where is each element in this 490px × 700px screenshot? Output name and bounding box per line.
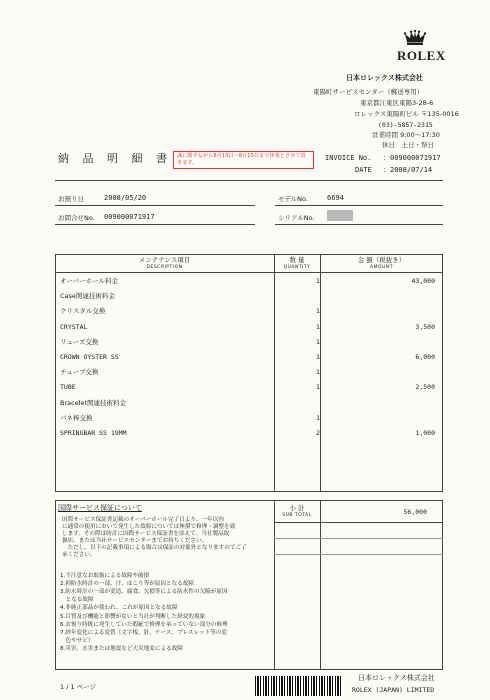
field-underline	[275, 205, 443, 206]
serial-redaction	[327, 210, 353, 221]
col-header-description: メンテナンス項目	[138, 256, 191, 264]
row-amount: 1,000	[415, 428, 435, 437]
row-amount: 2,500	[415, 383, 435, 392]
table-row	[55, 427, 443, 442]
footer-company-jp: 日本ロレックス株式会社	[358, 674, 435, 682]
field-underline	[55, 224, 255, 225]
warranty-line: ただし、以下の記載事項による場合は保証の対象外となりますのでご了	[62, 544, 247, 551]
warranty-line: します。その際は時計に国際サービス保証書を添えて、当社製品取	[62, 530, 230, 537]
exclusion-item: 8.災害、水害または地震など天災地変による故障	[60, 645, 183, 652]
service-center: 東陽町サービスセンター（郵送専用）	[313, 88, 424, 96]
received-date-value: 2008/05/20	[104, 194, 147, 202]
col-header-quantity: 数 量	[289, 256, 305, 264]
address-line-1: 東京都江東区東陽3-28-6	[360, 99, 434, 107]
serial-label: シリアルNo.	[278, 214, 315, 222]
row-quantity: 1	[316, 277, 321, 285]
document-title: 納 品 明 細 書	[58, 152, 172, 165]
exclusion-item: 5.目質及び機能と影響がないと当社が判断した経変的現象	[60, 613, 206, 620]
invoice-number: ：009000071917	[383, 154, 441, 162]
row-description: Case関連技術料金	[60, 292, 115, 301]
holiday-notice: 誠に勝手ながら8月13日～8月15日まで休業とさせて頂きます。	[173, 151, 314, 169]
exclusion-item: 6.お預り時既に発生していた瑕疵で修理を承っていない部分の修理	[60, 621, 228, 628]
barcode	[255, 676, 341, 696]
warranty-title: 国際サービス保証について	[58, 504, 142, 512]
row-amount: 3,500	[415, 322, 435, 331]
row-quantity: 1	[316, 368, 321, 377]
subtotal-label-sub: SUB TOTAL	[282, 513, 312, 518]
warranty-exclusions	[60, 572, 272, 653]
row-description: SPRINGBAR SS 19MM	[60, 428, 127, 437]
business-hours: 営業時間 9:00～17:30	[372, 131, 440, 139]
received-date-label: お預り日	[58, 195, 84, 203]
empty-row-line	[274, 554, 443, 555]
warranty-body	[62, 517, 270, 559]
exclusion-item: 7.経年変化による変質（文字板、針、ケース、ブレスレット等の変	[60, 629, 227, 636]
warranty-line: 国際サービス保証書記載のオーバーホール完了日より、一年以内	[62, 517, 224, 523]
row-quantity: 1	[316, 383, 321, 392]
field-underline	[55, 205, 255, 206]
table-row	[55, 290, 443, 305]
table-body	[55, 275, 443, 442]
table-row	[55, 336, 443, 351]
table-row	[55, 397, 443, 412]
row-quantity: 1	[316, 413, 321, 422]
row-quantity: 2	[316, 428, 321, 437]
company-name: 日本ロレックス株式会社	[346, 74, 423, 82]
row-description: チューブ交換	[60, 368, 99, 377]
row-quantity: 1	[316, 307, 321, 316]
exclusion-item: 2.抑防水時計の一部、汗、ほこり等が原因となる故障	[60, 581, 194, 588]
exclusion-item: 1.不注意なお取扱による故障や破損	[60, 573, 150, 579]
row-description: TUBE	[60, 383, 76, 392]
bottom-col-divider	[320, 500, 321, 670]
col-header-description-sub: DESCRIPTION	[146, 265, 183, 270]
exclusion-item: 4.非純正部品が使われ、これが原因となる故障	[60, 605, 178, 612]
row-description: CROWN OYSTER SS	[60, 352, 119, 361]
inquiry-value: 009000071917	[104, 213, 155, 221]
row-description: Bracelet関連技術料金	[60, 398, 127, 407]
inquiry-label: お問合せNo.	[58, 214, 95, 222]
col-header-amount: 金 額（税抜き）	[357, 256, 406, 264]
field-underline	[275, 224, 443, 225]
table-row	[55, 412, 443, 427]
table-row	[55, 366, 443, 381]
exclusion-item: 3.防水時計の一部が変造、腐食、欠損等による防水性の欠陥が原因	[60, 589, 228, 596]
table-header-divider	[55, 272, 443, 273]
date-label: DATE	[355, 166, 372, 174]
table-row	[55, 381, 443, 396]
row-description: リューズ交換	[60, 337, 99, 346]
footer-company-en: ROLEX (JAPAN) LIMITED	[352, 686, 435, 694]
row-description: オーバーホール料金	[60, 277, 119, 285]
address-line-2: ロレックス東陽町ビル 〒135-0016	[354, 110, 459, 118]
header-divider	[55, 180, 443, 181]
row-description: バネ棒交換	[60, 413, 93, 422]
model-label: モデルNo.	[278, 195, 308, 203]
subtotal-divider	[274, 522, 443, 523]
warranty-line: 扱店、または当社サービスセンターまでお持ちください。	[62, 537, 208, 544]
row-quantity: 1	[316, 322, 321, 331]
row-description: CRYSTAL	[60, 322, 88, 331]
row-amount: 43,000	[411, 277, 435, 285]
subtotal-label: 小 計	[289, 504, 305, 512]
exclusion-item: 色やサビ）	[60, 637, 94, 644]
row-amount: 6,000	[415, 352, 435, 361]
invoice-label: INVOICE No.	[325, 154, 372, 162]
invoice-date: ：2008/07/14	[383, 166, 433, 174]
table-row	[55, 275, 443, 290]
page-number: 1 / 1 ページ	[60, 683, 97, 691]
col-header-amount-sub: AMOUNT	[370, 265, 393, 270]
bottom-col-divider	[274, 500, 275, 670]
subtotal-value: 56,000	[403, 508, 427, 516]
exclusion-item: となる故障	[60, 597, 94, 604]
brand-name: ROLEX	[397, 48, 446, 63]
warranty-line: に通常の使用において発生した故障については無償で修理・調整を致	[62, 523, 236, 530]
table-row	[55, 321, 443, 336]
phone: (03)-5857-2315	[378, 121, 433, 129]
row-description: クリスタル交換	[60, 307, 106, 316]
table-row	[55, 305, 443, 320]
closed-days: 休日 土日・祭日	[382, 141, 434, 149]
row-quantity: 1	[316, 337, 321, 346]
model-value: 6694	[327, 194, 344, 202]
row-quantity: 1	[316, 352, 321, 361]
table-row	[55, 351, 443, 366]
rolex-crown-logo	[404, 30, 426, 46]
empty-row-line	[274, 538, 443, 539]
col-header-quantity-sub: QUANTITY	[283, 265, 311, 270]
warranty-line: 承ください。	[62, 551, 96, 558]
